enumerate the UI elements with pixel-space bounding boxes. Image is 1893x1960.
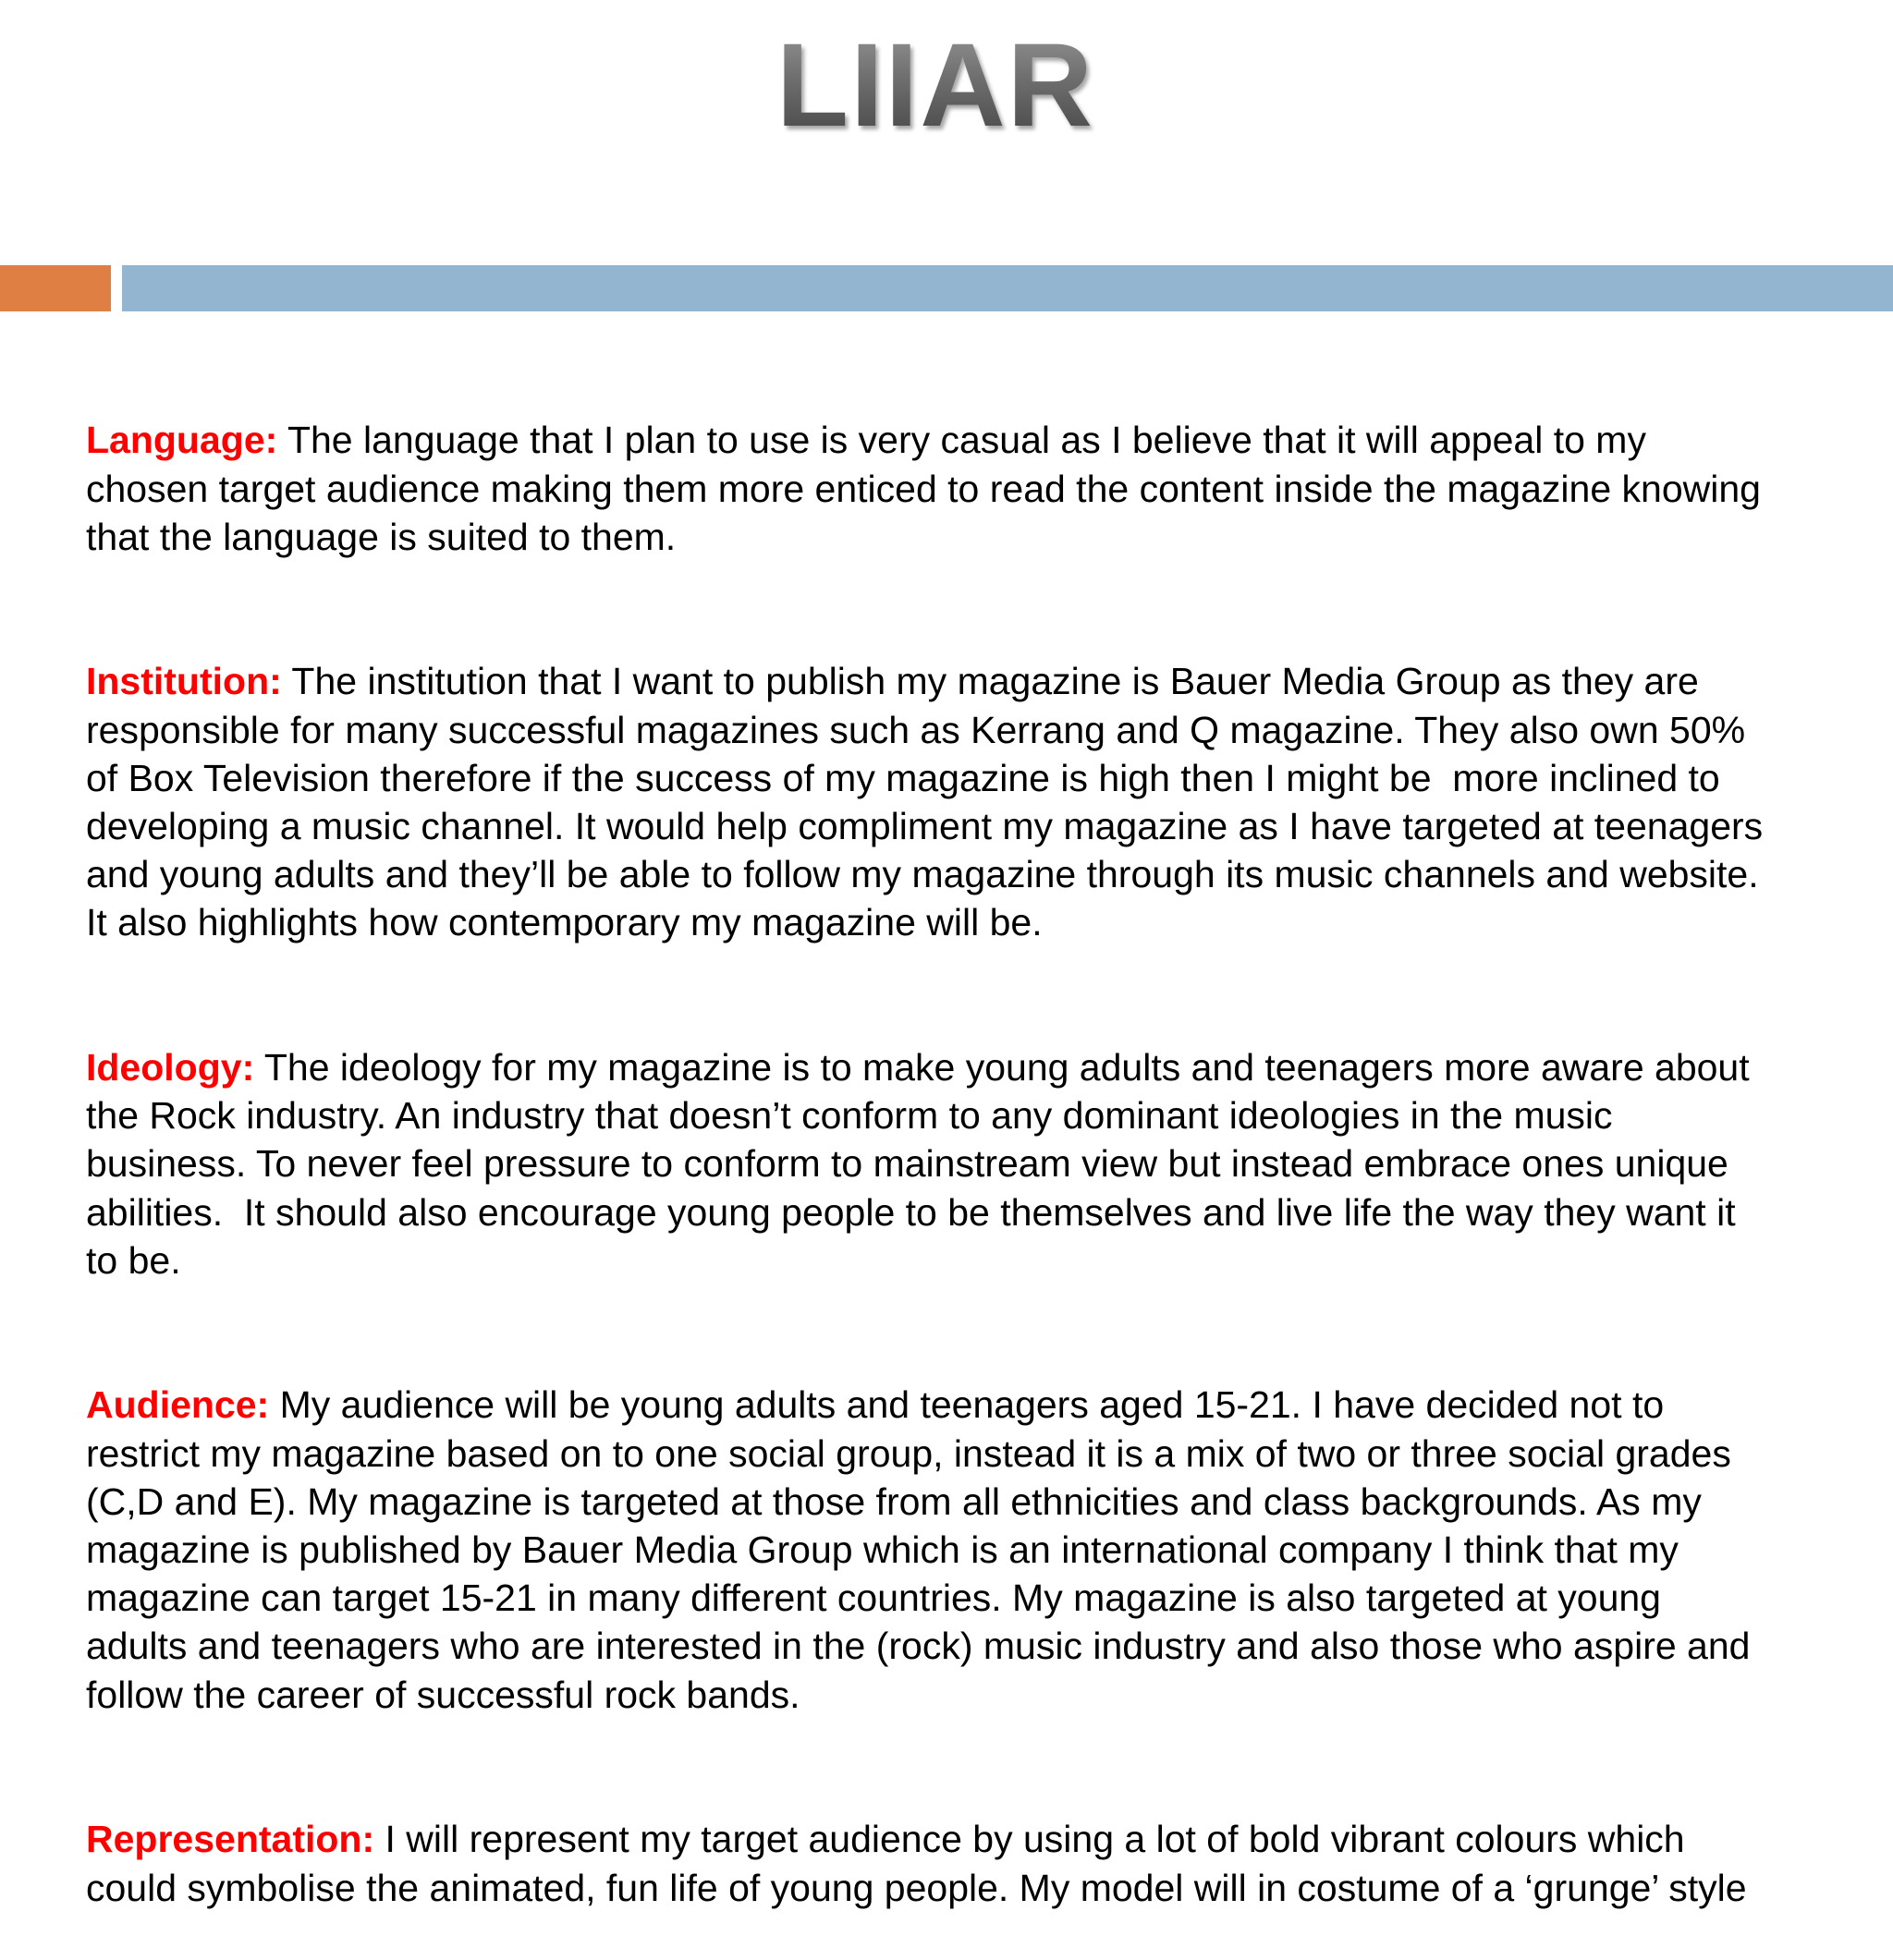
text-line: business. To never feel pressure to conform to mainstream view but instead embrace ones unique (86, 1142, 1728, 1186)
paragraph-institution (86, 657, 1870, 946)
paragraph-representation (86, 1815, 1870, 1911)
text-line: magazine is published by Bauer Media Group which is an international company I think that my (86, 1528, 1679, 1572)
text-line: developing a music channel. It would help compliment my magazine as I have targeted at teenagers (86, 805, 1764, 848)
slide-body (86, 320, 1870, 1960)
text-line: adults and teenagers who are interested in the (rock) music industry and also those who aspire and (86, 1625, 1751, 1668)
text-line: My audience will be young adults and teenagers aged 15-21. I have decided not to (269, 1383, 1665, 1427)
text-line: It also highlights how contemporary my magazine will be. (86, 901, 1043, 944)
term-language: Language: (86, 419, 278, 462)
text-line: of Box Television therefore if the success of my magazine is high then I might be more inclined to (86, 756, 1720, 799)
term-ideology: Ideology: (86, 1046, 255, 1090)
text-line: magazine can target 15-21 in many different countries. My magazine is also targeted at young (86, 1577, 1661, 1620)
accent-bar-blue (122, 265, 1893, 311)
text-line: could symbolise the animated, fun life of young people. My model will in costume of a ‘grunge’ style (86, 1866, 1747, 1909)
paragraph-language (86, 416, 1870, 561)
text-line: (C,D and E). My magazine is targeted at those from all ethnicities and class backgrounds. As my (86, 1479, 1702, 1523)
term-institution: Institution: (86, 660, 282, 703)
slide-title: LIIAR (0, 17, 1871, 155)
text-line: I will represent my target audience by using a lot of bold vibrant colours which (374, 1818, 1685, 1861)
text-line: restrict my magazine based on to one social group, instead it is a mix of two or three social grades (86, 1431, 1731, 1475)
text-line: chosen target audience making them more enticed to read the content inside the magazine knowing (86, 467, 1761, 510)
text-line: that the language is suited to them. (86, 515, 677, 558)
text-line: abilities. It should also encourage young people to be themselves and live life the way they want it (86, 1190, 1736, 1234)
text-line: the Rock industry. An industry that doesn’t conform to any dominant ideologies in the music (86, 1094, 1613, 1138)
text-line: follow the career of successful rock bands. (86, 1673, 800, 1716)
text-line: to be. (86, 1238, 181, 1282)
text-line: The institution that I want to publish my magazine is Bauer Media Group as they are (281, 660, 1699, 703)
term-representation: Representation: (86, 1818, 375, 1861)
text-line: responsible for many successful magazines such as Kerrang and Q magazine. They also own 50% (86, 708, 1746, 751)
accent-bar-orange (0, 265, 111, 311)
text-line: and young adults and they’ll be able to follow my magazine through its music channels and website. (86, 853, 1759, 896)
text-line: The language that I plan to use is very casual as I believe that it will appeal to my (277, 419, 1646, 462)
term-audience: Audience: (86, 1383, 270, 1427)
text-line: The ideology for my magazine is to make young adults and teenagers more aware about (254, 1046, 1750, 1090)
paragraph-audience (86, 1381, 1870, 1718)
paragraph-ideology (86, 1043, 1870, 1284)
